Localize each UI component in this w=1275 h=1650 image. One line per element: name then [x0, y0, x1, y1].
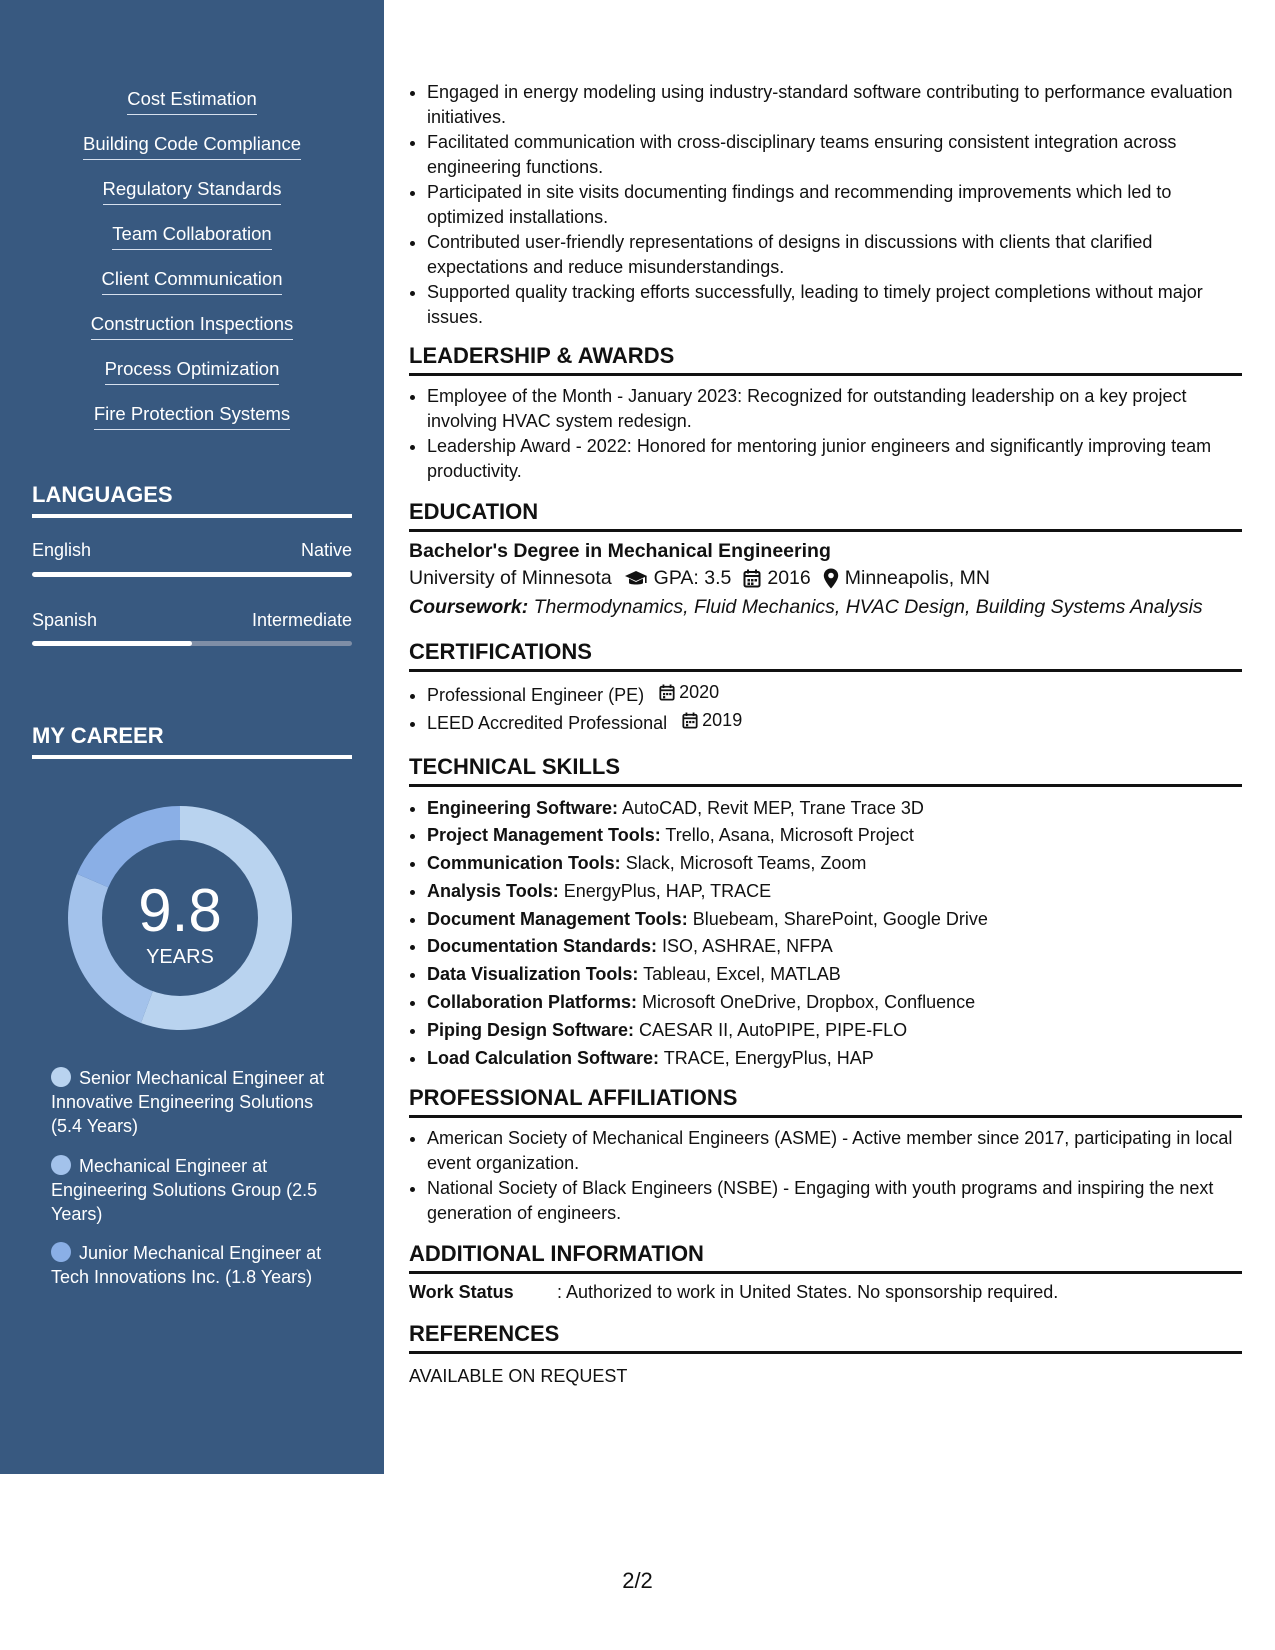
language-bar-fill	[32, 572, 352, 577]
affiliations-heading: PROFESSIONAL AFFILIATIONS	[409, 1085, 1242, 1118]
cert-year: 2020	[679, 682, 720, 702]
language-bar	[32, 572, 352, 577]
career-unit: YEARS	[146, 946, 214, 968]
certifications-heading: CERTIFICATIONS	[409, 639, 1242, 672]
language-bar-fill	[32, 641, 192, 646]
main-content	[409, 0, 1242, 1387]
career-dot	[51, 1067, 71, 1087]
technical-skills-heading: TECHNICAL SKILLS	[409, 754, 1242, 787]
graduation-cap-icon	[624, 570, 648, 588]
list-item: • Load Calculation Software: TRACE, EnergyPlus, HAP	[427, 1045, 1242, 1072]
list-item: • American Society of Mechanical Engineers (ASME) - Active member since 2017, participating in local event organization.	[427, 1126, 1242, 1175]
coursework-value: Thermodynamics, Fluid Mechanics, HVAC Design, Building Systems Analysis	[533, 596, 1203, 618]
technical-skills-list	[409, 795, 1242, 1072]
list-item: • Facilitated communication with cross-disciplinary teams ensuring consistent integration across engineering functions.	[427, 130, 1242, 179]
education-coursework	[409, 596, 1242, 619]
list-item: • Engineering Software: AutoCAD, Revit MEP, Trane Trace 3D	[427, 795, 1242, 822]
list-item: • Supported quality tracking efforts successfully, leading to timely project completions without major issues.	[427, 280, 1242, 329]
list-item: • Documentation Standards: ISO, ASHRAE, NFPA	[427, 933, 1242, 960]
list-item: • Project Management Tools: Trello, Asana, Microsoft Project	[427, 822, 1242, 849]
skill-item: Regulatory Standards	[0, 178, 384, 223]
skill-item: Client Communication	[0, 268, 384, 313]
career-donut-chart	[62, 800, 298, 1036]
skill-item: Team Collaboration	[0, 223, 384, 268]
list-item: • Participated in site visits documenting findings and recommending improvements which led to optimized installations.	[427, 180, 1242, 229]
affiliations-list	[409, 1126, 1242, 1225]
map-pin-icon	[823, 568, 839, 589]
language-row	[32, 610, 352, 631]
work-status-value: : Authorized to work in United States. No sponsorship required.	[557, 1282, 1059, 1303]
skill-list	[0, 88, 384, 448]
list-item: • Document Management Tools: Bluebeam, SharePoint, Google Drive	[427, 906, 1242, 933]
career-total: 9.8	[138, 877, 222, 944]
education-gpa: GPA: 3.5	[653, 567, 732, 589]
list-item: • National Society of Black Engineers (NSBE) - Engaging with youth programs and inspiring the next generation of engineers.	[427, 1176, 1242, 1225]
cert-year: 2019	[702, 710, 743, 731]
certifications-list	[409, 680, 1242, 736]
references-text: AVAILABLE ON REQUEST	[409, 1366, 628, 1387]
education-school: University of Minnesota	[409, 567, 612, 589]
skill-item: Building Code Compliance	[0, 133, 384, 178]
language-name: English	[32, 540, 92, 560]
language-name: Spanish	[32, 610, 98, 630]
calendar-icon	[659, 684, 675, 701]
sidebar	[0, 0, 384, 1474]
education-details	[409, 567, 1242, 590]
coursework-label: Coursework:	[409, 596, 529, 618]
list-item: • Piping Design Software: CAESAR II, AutoPIPE, PIPE-FLO	[427, 1017, 1242, 1044]
references-heading: REFERENCES	[409, 1321, 1242, 1354]
work-status-label: Work Status	[409, 1282, 514, 1303]
education-degree: Bachelor's Degree in Mechanical Engineering	[409, 540, 831, 562]
career-dot	[51, 1155, 71, 1175]
career-dot	[51, 1242, 71, 1262]
skill-item: Fire Protection Systems	[0, 403, 384, 448]
additional-info-heading: ADDITIONAL INFORMATION	[409, 1241, 1242, 1274]
list-item: • Analysis Tools: EnergyPlus, HAP, TRACE	[427, 878, 1242, 905]
list-item: • Leadership Award - 2022: Honored for mentoring junior engineers and significantly improving team productivity.	[427, 434, 1242, 483]
work-status	[409, 1282, 1242, 1303]
calendar-icon	[743, 569, 761, 588]
list-item: • Collaboration Platforms: Microsoft OneDrive, Dropbox, Confluence	[427, 989, 1242, 1016]
page-number: 2/2	[622, 1568, 653, 1593]
list-item: • Professional Engineer (PE) 2020	[427, 680, 1242, 707]
skill-item: Process Optimization	[0, 358, 384, 403]
calendar-icon	[682, 712, 698, 729]
education-heading: EDUCATION	[409, 499, 1242, 532]
list-item: • Contributed user-friendly representations of designs in discussions with clients that clarified expectations and reduce misunderstandings.	[427, 230, 1242, 279]
language-level: Intermediate	[251, 610, 352, 630]
leadership-heading: LEADERSHIP & AWARDS	[409, 343, 1242, 376]
list-item: • Engaged in energy modeling using industry-standard software contributing to performance evaluation initiatives.	[427, 80, 1242, 129]
career-heading: MY CAREER	[32, 723, 352, 759]
skill-item: Construction Inspections	[0, 313, 384, 358]
language-row	[32, 540, 352, 561]
education-year: 2016	[767, 567, 811, 589]
languages-heading: LANGUAGES	[32, 482, 352, 518]
list-item: • Data Visualization Tools: Tableau, Excel, MATLAB	[427, 961, 1242, 988]
language-level: Native	[300, 540, 352, 560]
career-item: Senior Mechanical Engineer at Innovative Engineering Solutions (5.4 Years)	[51, 1068, 325, 1136]
leadership-list	[409, 384, 1242, 483]
education-location: Minneapolis, MN	[844, 567, 990, 589]
list-item: • Employee of the Month - January 2023: Recognized for outstanding leadership on a key project involving HVAC system redesign.	[427, 384, 1242, 433]
career-item: Junior Mechanical Engineer at Tech Innovations Inc. (1.8 Years)	[51, 1243, 322, 1287]
language-bar	[32, 641, 352, 646]
career-item: Mechanical Engineer at Engineering Solutions Group (2.5 Years)	[51, 1156, 318, 1224]
skill-item: Cost Estimation	[0, 88, 384, 133]
experience-bullets	[409, 80, 1242, 329]
list-item: • Communication Tools: Slack, Microsoft Teams, Zoom	[427, 850, 1242, 877]
list-item: • LEED Accredited Professional 2019	[427, 708, 1242, 735]
